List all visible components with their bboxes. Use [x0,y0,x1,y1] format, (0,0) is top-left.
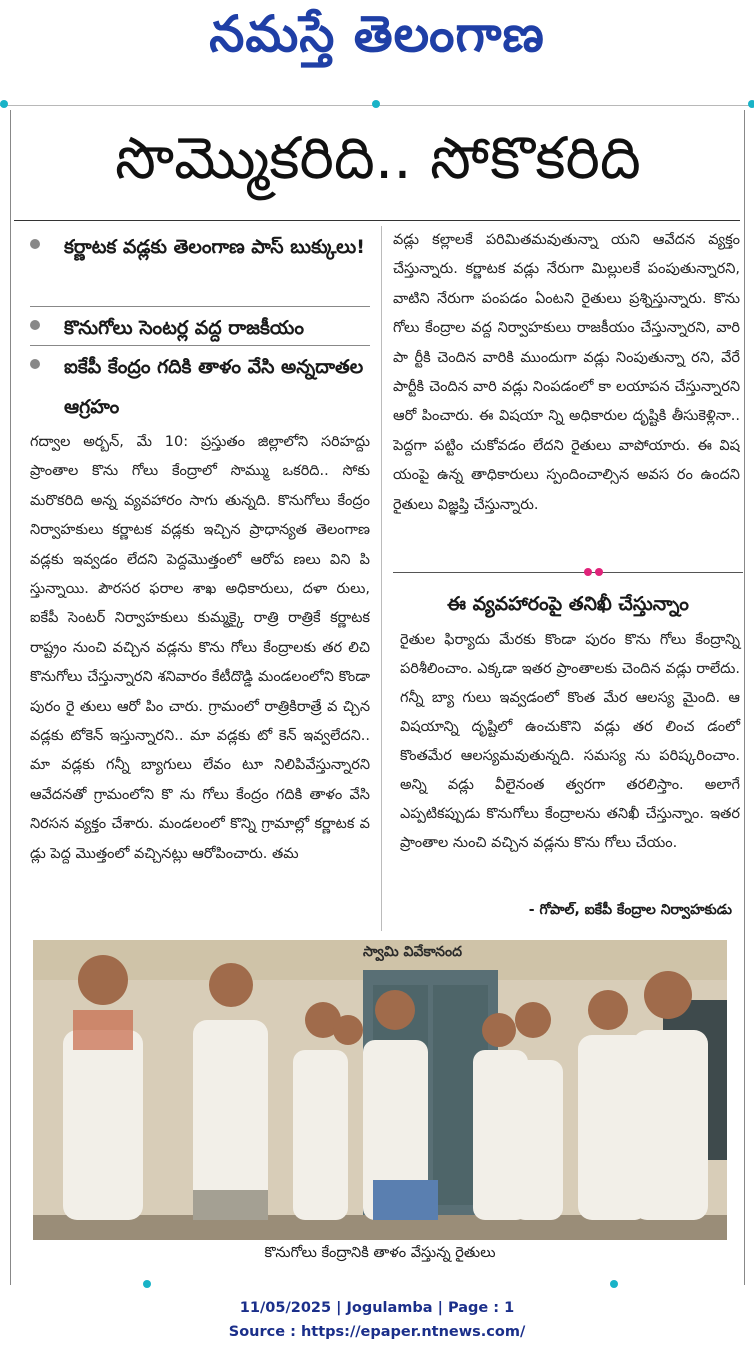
quote-box-title: ఈ వ్యవహారంపై తనిఖీ చేస్తున్నాం [447,592,689,615]
article-body-right: వడ్లు కల్లాలకే పరిమితమవుతున్నా యని ఆవేదన వ్యక్తం చేస్తున్నారు. కర్ణాటక వడ్లు నేరుగా మిల్లులకే పంపుతున్నారని, వాటిని నేరుగా పంపడం ఏంటని రైతులు ప్రశ్నిస్తున్నారు. కొను గోలు కేంద్రాల వద్ద నిర్వాహకులు రాజకీయం చేస్తున్నారని, వారి పా ర్టీకి చెందిన వారికి ముందుగా వడ్లు నింపుతున్నా రని, వేరే పార్టీకి చెందిన వారి వడ్లు నింపడంలో కా లయాపన చేస్తున్నారని ఆరో పించారు. ఈ విషయా న్ని అధికారుల దృష్టికి తీసుకెళ్లినా.. పెద్దగా పట్టిం చుకోవడం లేదని రైతులు వాపోయారు. ఈ విష యంపై ఉన్న తాధికారులు స్పందించాల్సిన అవస రం ఉందని రైతులు విజ్ఞప్తి చేస్తున్నారు. [393,232,740,513]
headline-text: సొమ్మొకరిది.. సోకొకరిది [115,123,641,192]
newspaper-title: నమస్తే తెలంగాణ [209,4,545,63]
box-dot [595,568,603,576]
photo-wall-sign: స్వామి వివేకానంద [363,944,462,960]
bullet-icon [30,359,40,369]
article-body-left: గద్వాల అర్బన్, మే 10: ప్రస్తుతం జిల్లాలోని సరిహద్దు ప్రాంతాల కొను గోలు కేంద్రాలో సొమ్ము ఒకరిది.. సోకు మరొకరిది అన్న వ్యవహారం సాగు తున్నది. కొనుగోలు కేంద్రం నిర్వాహకులు కర్ణాటక వడ్లకు ఇచ్చిన ప్రాధాన్యత తెలంగాణ వడ్లకు ఇవ్వడం లేదని పెద్దమొత్తంలో ఆరోప ణలు విని పి స్తున్నాయి. పౌరసర ఫరాల శాఖ అధికారులు, దళా రులు, ఐకేపీ సెంటర్ నిర్వాహకులు కుమ్మక్కై రాత్రి రాత్రికే కర్ణాటక రాష్ట్రం నుంచి వచ్చిన వడ్లను కొను గోలు కేంద్రాలకు తర లిచి కొనుగోలు చేస్తున్నారని శనివారం కేటీదొడ్డి మండలంలోని కొండా పురం రై తులు ఆరో పిం చారు. గ్రామంలో రాత్రికిరాత్రే వ చ్చిన వడ్లకు టోకెన్ ఇస్తున్నారని.. మా వడ్లకు టో కెన్ ఇవ్వలేదని.. మా వడ్లకు గన్నీ బ్యాగులు లేవం టూ నిలిపివేస్తున్నారని ఆవేదనతో గ్రామంలోని కొ ను గోలు కేంద్రం గదికి తాళం వేసి నిరసన వ్యక్తం చేశారు. మండలంలో కొన్ని గ్రామాల్లో కర్ణాటక వ డ్లు పెద్ద మొత్తంలో వచ్చినట్లు ఆరోపించారు. తమ [30,434,370,862]
photo-caption: కొనుగోలు కేంద్రానికి తాళం వేస్తున్న రైతులు [264,1245,496,1261]
bullet-text: ఐకేపీ కేంద్రం గదికి తాళం వేసి అన్నదాతల ఆగ్రహం [64,356,364,418]
headline [14,110,742,220]
frame-right-border [744,110,745,1285]
column-divider [381,226,382,931]
bullet-rule [30,345,370,346]
divider-dot [143,1280,151,1288]
bullet-text: కర్ణాటక వడ్లకు తెలంగాణ పాస్ బుక్కులు! [64,236,365,258]
divider-dot [372,100,380,108]
quote-signature: - గోపాల్, ఐకేపీ కేంద్రాల నిర్వాహకుడు [528,902,732,918]
divider-dot [0,100,8,108]
news-photo [33,940,727,1240]
bullet-item [30,347,370,427]
footer-date-edition: 11/05/2025 | Jogulamba | Page : 1 [239,1300,515,1316]
footer-source: Source : https://epaper.ntnews.com/ [228,1324,526,1340]
divider-dot [748,100,754,108]
quote-box-body: రైతుల ఫిర్యాదు మేరకు కొండా పురం కొను గోలు కేంద్రాన్ని పరిశీలించాం. ఎక్కడా ఇతర ప్రాంతాలకు చెందిన వడ్లు రాలేదు. గన్నీ బ్యా గులు ఇవ్వడంలో కొంత మేర ఆలస్య మైంది. ఆ విషయాన్ని దృష్టిలో ఉంచుకొని వడ్లు తర లించ డంలో కొంతమేర ఆలస్యమవుతున్నది. సమస్య ను పరిష్కరించాం. అన్ని వడ్లు వీలైనంత త్వరగా తరలిస్తాం. అలాగే ఎప్పటికప్పుడు కొనుగోలు కేంద్రాలను తనిఖీ చేస్తున్నాం. ఇతర ప్రాంతాల నుంచి వచ్చిన వడ్లను కొను గోలు చేయం. [400,632,740,851]
photo-scene [33,940,727,1240]
divider-dot [610,1280,618,1288]
bullet-item [30,308,370,348]
quote-box-rule [393,572,743,573]
frame-left-border [10,110,11,1285]
box-dot [584,568,592,576]
bullet-rule [30,306,370,307]
bullet-icon [30,320,40,330]
bullet-icon [30,239,40,249]
bullet-item [30,227,370,307]
bullet-text: కొనుగోలు సెంటర్ల వద్ద రాజకీయం [64,317,304,339]
headline-rule [14,220,740,221]
masthead [0,0,754,80]
